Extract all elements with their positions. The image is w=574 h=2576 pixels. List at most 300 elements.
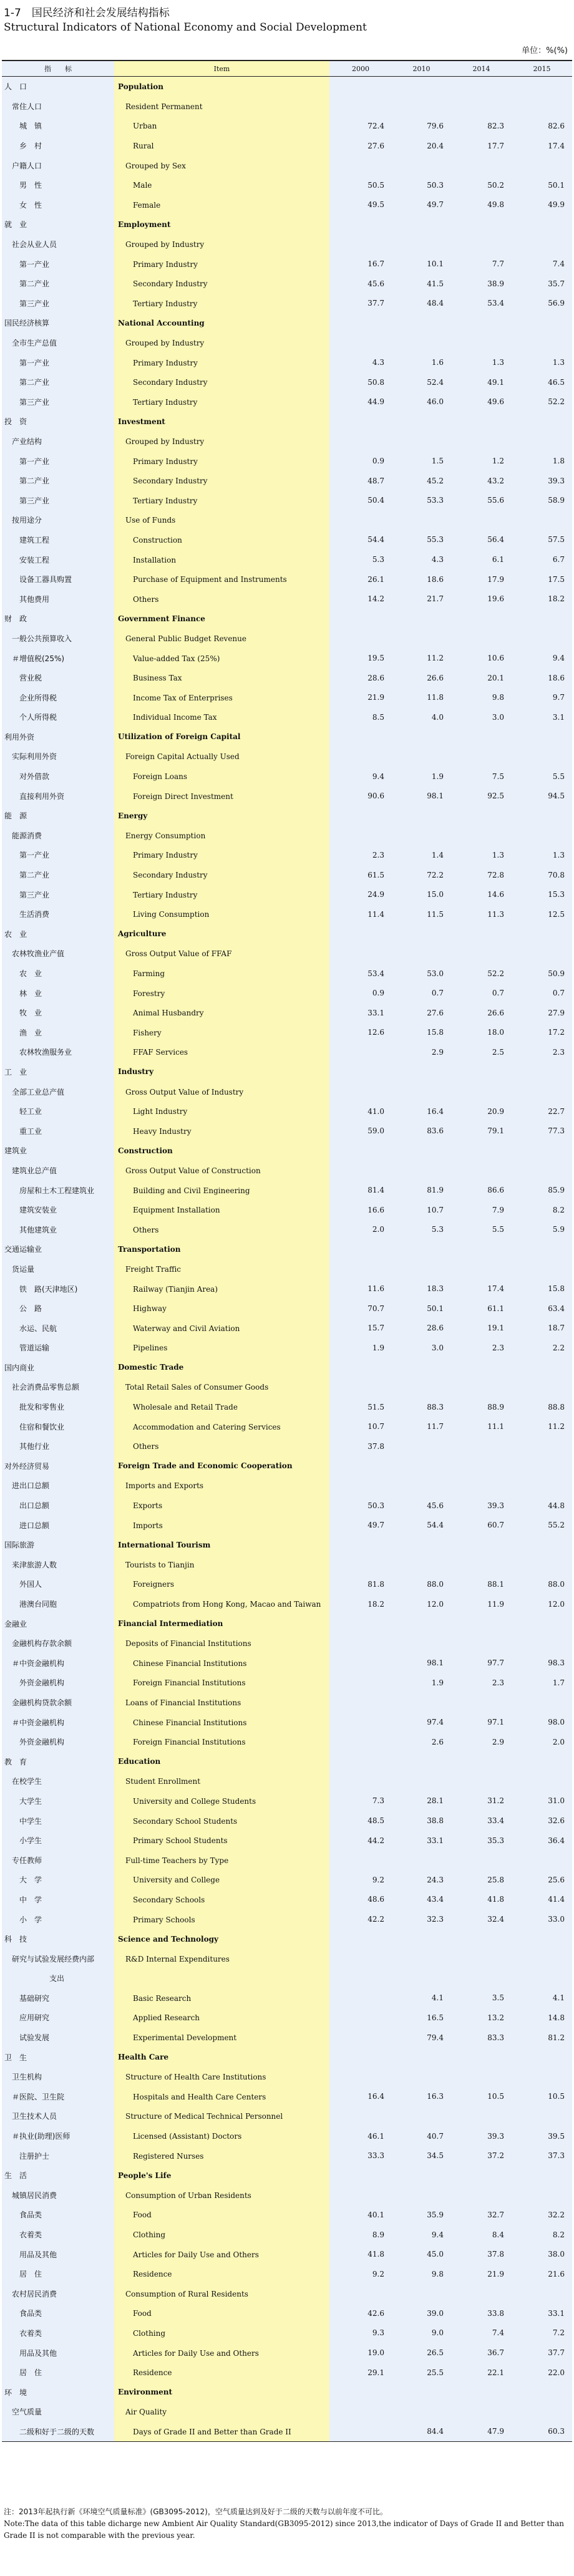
value-2010: 1.9 xyxy=(392,1673,451,1693)
value-2014: 11.3 xyxy=(451,904,512,924)
value-2000: 9.2 xyxy=(329,1870,392,1890)
value-2015: 58.9 xyxy=(512,490,572,510)
value-2010: 45.2 xyxy=(392,471,451,491)
value-2000 xyxy=(329,1042,392,1062)
row-label-zh: 衣着类 xyxy=(2,2225,114,2245)
table-body xyxy=(2,77,572,2442)
value-2000: 2.0 xyxy=(329,1219,392,1239)
row-label-zh: 科 技 xyxy=(2,1929,114,1949)
table-row xyxy=(2,707,572,727)
row-label-zh: 建筑工程 xyxy=(2,530,114,550)
row-label-en: Compatriots from Hong Kong, Macao and Taiwan xyxy=(114,1594,329,1614)
value-2015 xyxy=(512,2047,572,2067)
value-2000: 37.7 xyxy=(329,294,392,314)
value-2014: 82.3 xyxy=(451,116,512,136)
value-2010: 72.2 xyxy=(392,865,451,885)
value-2000 xyxy=(329,1712,392,1732)
table-row xyxy=(2,1890,572,1910)
table-row xyxy=(2,747,572,767)
row-label-zh: 金融机构贷款余额 xyxy=(2,1693,114,1713)
value-2014: 53.4 xyxy=(451,294,512,314)
value-2000 xyxy=(329,629,392,649)
row-label-zh: 户籍人口 xyxy=(2,155,114,175)
value-2014 xyxy=(451,1968,512,1988)
value-2010 xyxy=(392,944,451,964)
row-label-zh: 城 镇 xyxy=(2,116,114,136)
row-label-en: People's Life xyxy=(114,2166,329,2186)
table-row xyxy=(2,1555,572,1575)
value-2010 xyxy=(392,1377,451,1397)
row-label-en: Primary Industry xyxy=(114,254,329,274)
row-label-zh: 中 学 xyxy=(2,1890,114,1910)
table-row xyxy=(2,116,572,136)
value-2000: 18.2 xyxy=(329,1594,392,1614)
value-2014: 2.3 xyxy=(451,1338,512,1358)
value-2015 xyxy=(512,1850,572,1870)
value-2015 xyxy=(512,806,572,826)
row-label-en: Consumption of Urban Residents xyxy=(114,2186,329,2206)
header-year-2000: 2000 xyxy=(329,61,392,77)
row-label-en: Living Consumption xyxy=(114,904,329,924)
table-row xyxy=(2,1929,572,1949)
value-2000: 26.1 xyxy=(329,569,392,589)
value-2015: 31.0 xyxy=(512,1791,572,1811)
value-2000 xyxy=(329,747,392,767)
value-2000: 53.4 xyxy=(329,964,392,984)
row-label-en: Resident Permanent xyxy=(114,97,329,117)
row-label-zh: 铁 路(天津地区) xyxy=(2,1279,114,1299)
value-2014: 0.7 xyxy=(451,983,512,1003)
row-label-en: Registered Nurses xyxy=(114,2146,329,2166)
value-2010 xyxy=(392,1929,451,1949)
table-row xyxy=(2,687,572,707)
value-2000: 46.1 xyxy=(329,2126,392,2146)
value-2014 xyxy=(451,2067,512,2087)
row-label-zh: 公 路 xyxy=(2,1299,114,1319)
table-row xyxy=(2,1673,572,1693)
value-2015 xyxy=(512,235,572,254)
row-label-en: Tertiary Industry xyxy=(114,294,329,314)
value-2010: 12.0 xyxy=(392,1594,451,1614)
value-2000: 0.9 xyxy=(329,983,392,1003)
row-label-en: Income Tax of Enterprises xyxy=(114,687,329,707)
value-2010 xyxy=(392,1968,451,1988)
table-row xyxy=(2,648,572,668)
row-label-zh: 外国人 xyxy=(2,1574,114,1594)
value-2010: 4.1 xyxy=(392,1988,451,2008)
value-2014 xyxy=(451,1693,512,1713)
value-2000 xyxy=(329,1949,392,1968)
row-label-zh: 社会消费品零售总额 xyxy=(2,1377,114,1397)
value-2014: 22.1 xyxy=(451,2363,512,2383)
row-label-en: Population xyxy=(114,77,329,97)
row-label-en: Structure of Health Care Institutions xyxy=(114,2067,329,2087)
row-label-en: Business Tax xyxy=(114,668,329,688)
table-row xyxy=(2,1791,572,1811)
value-2000: 9.4 xyxy=(329,767,392,787)
value-2014: 8.4 xyxy=(451,2225,512,2245)
row-label-en: Tertiary Industry xyxy=(114,884,329,904)
value-2015: 39.5 xyxy=(512,2126,572,2146)
row-label-en: Experimental Development xyxy=(114,2028,329,2048)
value-2014: 55.6 xyxy=(451,490,512,510)
value-2015 xyxy=(512,2166,572,2186)
table-row xyxy=(2,2067,572,2087)
value-2010: 26.5 xyxy=(392,2343,451,2363)
table-row xyxy=(2,1042,572,1062)
row-label-en: Articles for Daily Use and Others xyxy=(114,2244,329,2264)
value-2014 xyxy=(451,826,512,846)
table-row xyxy=(2,1594,572,1614)
row-label-zh: 利用外资 xyxy=(2,727,114,747)
value-2015: 60.3 xyxy=(512,2422,572,2442)
row-label-zh: 试验发展 xyxy=(2,2028,114,2048)
value-2015: 8.2 xyxy=(512,1200,572,1220)
value-2000: 33.1 xyxy=(329,1003,392,1023)
value-2010: 16.5 xyxy=(392,2008,451,2028)
row-label-en: Investment xyxy=(114,412,329,432)
table-row xyxy=(2,2047,572,2067)
row-label-zh: 其他费用 xyxy=(2,589,114,609)
row-label-en: Agriculture xyxy=(114,924,329,944)
value-2014: 6.1 xyxy=(451,550,512,569)
value-2015 xyxy=(512,1259,572,1279)
value-2015 xyxy=(512,77,572,97)
value-2015: 0.7 xyxy=(512,983,572,1003)
row-label-zh: 第一产业 xyxy=(2,451,114,471)
value-2010 xyxy=(392,510,451,530)
value-2014 xyxy=(451,155,512,175)
table-row xyxy=(2,1023,572,1043)
table-row xyxy=(2,1693,572,1713)
value-2014 xyxy=(451,2382,512,2402)
value-2015: 7.4 xyxy=(512,254,572,274)
header-year-2010: 2010 xyxy=(392,61,451,77)
value-2014 xyxy=(451,1771,512,1791)
row-label-zh: 用品及其他 xyxy=(2,2343,114,2363)
table-row xyxy=(2,392,572,412)
row-label-zh: 大 学 xyxy=(2,1870,114,1890)
indicator-table xyxy=(2,60,572,2442)
value-2010: 1.9 xyxy=(392,767,451,787)
value-2000: 11.6 xyxy=(329,1279,392,1299)
value-2010 xyxy=(392,826,451,846)
value-2015 xyxy=(512,1614,572,1634)
value-2014 xyxy=(451,1456,512,1476)
value-2000 xyxy=(329,1751,392,1771)
table-row xyxy=(2,2186,572,2206)
row-label-zh: 安装工程 xyxy=(2,550,114,569)
value-2015: 50.1 xyxy=(512,175,572,195)
row-label-zh: 用品及其他 xyxy=(2,2244,114,2264)
table-row xyxy=(2,254,572,274)
value-2014: 33.8 xyxy=(451,2303,512,2323)
value-2015: 37.7 xyxy=(512,2343,572,2363)
value-2000: 41.8 xyxy=(329,2244,392,2264)
value-2014 xyxy=(451,1161,512,1181)
value-2000: 8.9 xyxy=(329,2225,392,2245)
value-2015: 56.9 xyxy=(512,294,572,314)
value-2010 xyxy=(392,1850,451,1870)
value-2010: 11.2 xyxy=(392,648,451,668)
value-2010 xyxy=(392,2047,451,2067)
value-2014 xyxy=(451,1634,512,1654)
row-label-zh: 生活消费 xyxy=(2,904,114,924)
value-2010: 40.7 xyxy=(392,2126,451,2146)
value-2010 xyxy=(392,412,451,432)
row-label-en: Structure of Medical Technical Personnel xyxy=(114,2106,329,2126)
value-2000: 28.6 xyxy=(329,668,392,688)
value-2015: 39.3 xyxy=(512,471,572,491)
value-2010 xyxy=(392,1082,451,1102)
value-2015 xyxy=(512,2284,572,2304)
value-2015 xyxy=(512,1555,572,1575)
table-row xyxy=(2,1003,572,1023)
value-2015: 46.5 xyxy=(512,372,572,392)
row-label-zh: 小学生 xyxy=(2,1831,114,1851)
value-2014: 32.7 xyxy=(451,2205,512,2225)
header-year-2014: 2014 xyxy=(451,61,512,77)
value-2000: 19.5 xyxy=(329,648,392,668)
value-2014: 49.1 xyxy=(451,372,512,392)
value-2014: 35.3 xyxy=(451,1831,512,1851)
row-label-en: Deposits of Financial Institutions xyxy=(114,1634,329,1654)
value-2014 xyxy=(451,1751,512,1771)
value-2015 xyxy=(512,2402,572,2422)
value-2015 xyxy=(512,432,572,452)
table-row xyxy=(2,1299,572,1319)
table-row xyxy=(2,865,572,885)
value-2010: 35.9 xyxy=(392,2205,451,2225)
value-2014: 10.6 xyxy=(451,648,512,668)
value-2000: 61.5 xyxy=(329,865,392,885)
value-2014 xyxy=(451,1929,512,1949)
value-2000 xyxy=(329,2028,392,2048)
value-2014 xyxy=(451,2047,512,2067)
value-2010 xyxy=(392,1456,451,1476)
value-2014: 97.7 xyxy=(451,1654,512,1673)
value-2015 xyxy=(512,155,572,175)
value-2014 xyxy=(451,1358,512,1378)
table-row xyxy=(2,2225,572,2245)
value-2015 xyxy=(512,412,572,432)
row-label-zh: 个人所得税 xyxy=(2,707,114,727)
value-2015: 11.2 xyxy=(512,1416,572,1436)
value-2010: 4.3 xyxy=(392,550,451,569)
row-label-en: Secondary Industry xyxy=(114,274,329,294)
row-label-zh: 男 性 xyxy=(2,175,114,195)
value-2014 xyxy=(451,432,512,452)
value-2000 xyxy=(329,235,392,254)
value-2000: 49.7 xyxy=(329,1515,392,1535)
value-2000: 19.0 xyxy=(329,2343,392,2363)
value-2015: 50.9 xyxy=(512,964,572,984)
table-row xyxy=(2,1654,572,1673)
row-label-zh: 食品类 xyxy=(2,2303,114,2323)
row-label-en: Female xyxy=(114,195,329,215)
value-2000: 70.7 xyxy=(329,1299,392,1319)
value-2000 xyxy=(329,944,392,964)
row-label-zh: 出口总额 xyxy=(2,1496,114,1516)
table-row xyxy=(2,1456,572,1476)
row-label-en: Primary School Students xyxy=(114,1831,329,1851)
table-row xyxy=(2,333,572,353)
table-row xyxy=(2,2323,572,2343)
value-2010 xyxy=(392,1161,451,1181)
row-label-en: Employment xyxy=(114,215,329,235)
value-2000: 81.4 xyxy=(329,1180,392,1200)
table-row xyxy=(2,1811,572,1831)
value-2015: 5.5 xyxy=(512,767,572,787)
footnote-zh: 注：2013年起执行新《环境空气质量标准》(GB3095-2012)，空气质量达到及好于二级的天数与以前年度不可比。 xyxy=(4,2507,387,2516)
value-2014 xyxy=(451,1476,512,1496)
row-label-en: Applied Research xyxy=(114,2008,329,2028)
row-label-zh: 营业税 xyxy=(2,668,114,688)
table-row xyxy=(2,1614,572,1634)
table-row xyxy=(2,1318,572,1338)
row-label-zh: 产业结构 xyxy=(2,432,114,452)
row-label-zh: 直接利用外资 xyxy=(2,786,114,806)
value-2014: 92.5 xyxy=(451,786,512,806)
table-row xyxy=(2,2106,572,2126)
row-label-zh: 牧 业 xyxy=(2,1003,114,1023)
value-2015: 2.3 xyxy=(512,1042,572,1062)
row-label-zh: 企业所得税 xyxy=(2,687,114,707)
table-row xyxy=(2,155,572,175)
value-2010: 10.1 xyxy=(392,254,451,274)
row-label-en: Construction xyxy=(114,1141,329,1161)
value-2015: 5.9 xyxy=(512,1219,572,1239)
value-2014 xyxy=(451,2186,512,2206)
value-2014: 38.9 xyxy=(451,274,512,294)
row-label-en: Foreign Direct Investment xyxy=(114,786,329,806)
value-2015 xyxy=(512,1377,572,1397)
row-label-zh: 食品类 xyxy=(2,2205,114,2225)
value-2000 xyxy=(329,727,392,747)
row-label-en: International Tourism xyxy=(114,1535,329,1555)
row-label-en: Primary Industry xyxy=(114,352,329,372)
row-label-zh: 第一产业 xyxy=(2,254,114,274)
value-2010: 54.4 xyxy=(392,1515,451,1535)
row-label-zh: 能源消费 xyxy=(2,826,114,846)
value-2010: 97.4 xyxy=(392,1712,451,1732)
value-2014 xyxy=(451,215,512,235)
row-label-en: FFAF Services xyxy=(114,1042,329,1062)
table-row xyxy=(2,1358,572,1378)
value-2014 xyxy=(451,1535,512,1555)
value-2010: 49.7 xyxy=(392,195,451,215)
value-2000: 37.8 xyxy=(329,1436,392,1456)
value-2010: 9.8 xyxy=(392,2264,451,2284)
value-2010 xyxy=(392,1141,451,1161)
value-2014: 39.3 xyxy=(451,2126,512,2146)
row-label-en: Financial Intermediation xyxy=(114,1614,329,1634)
value-2000: 14.2 xyxy=(329,589,392,609)
value-2015: 85.9 xyxy=(512,1180,572,1200)
value-2014: 3.5 xyxy=(451,1988,512,2008)
value-2010: 18.3 xyxy=(392,1279,451,1299)
row-label-en: Clothing xyxy=(114,2225,329,2245)
value-2010: 11.8 xyxy=(392,687,451,707)
value-2010: 4.0 xyxy=(392,707,451,727)
row-label-en: Transportation xyxy=(114,1239,329,1259)
table-row xyxy=(2,727,572,747)
table-row xyxy=(2,451,572,471)
row-label-zh: 建筑安装业 xyxy=(2,1200,114,1220)
table-row xyxy=(2,1634,572,1654)
row-label-en: Gross Output Value of FFAF xyxy=(114,944,329,964)
row-label-en: Construction xyxy=(114,530,329,550)
value-2014: 88.1 xyxy=(451,1574,512,1594)
table-row xyxy=(2,1535,572,1555)
row-label-zh: 第三产业 xyxy=(2,392,114,412)
row-label-en: Residence xyxy=(114,2264,329,2284)
row-label-zh: 国民经济核算 xyxy=(2,313,114,333)
value-2000 xyxy=(329,313,392,333)
value-2014: 41.8 xyxy=(451,1890,512,1910)
row-label-zh: 能 源 xyxy=(2,806,114,826)
value-2010 xyxy=(392,2402,451,2422)
value-2000: 7.3 xyxy=(329,1791,392,1811)
value-2015 xyxy=(512,2186,572,2206)
value-2015: 22.7 xyxy=(512,1102,572,1121)
row-label-en: National Accounting xyxy=(114,313,329,333)
row-label-en: Use of Funds xyxy=(114,510,329,530)
value-2000 xyxy=(329,2284,392,2304)
value-2015: 17.4 xyxy=(512,136,572,156)
value-2015 xyxy=(512,1062,572,1082)
value-2014: 20.1 xyxy=(451,668,512,688)
value-2000: 4.3 xyxy=(329,352,392,372)
value-2014 xyxy=(451,510,512,530)
table-row xyxy=(2,2264,572,2284)
value-2010: 33.1 xyxy=(392,1831,451,1851)
value-2014: 1.3 xyxy=(451,845,512,865)
row-label-zh: 基础研究 xyxy=(2,1988,114,2008)
value-2010: 41.5 xyxy=(392,274,451,294)
value-2010 xyxy=(392,747,451,767)
value-2014: 25.8 xyxy=(451,1870,512,1890)
value-2000 xyxy=(329,1988,392,2008)
value-2014: 88.9 xyxy=(451,1397,512,1417)
value-2014: 21.9 xyxy=(451,2264,512,2284)
value-2014: 33.4 xyxy=(451,1811,512,1831)
row-label-en: Foreign Loans xyxy=(114,767,329,787)
row-label-en: Light Industry xyxy=(114,1102,329,1121)
value-2000 xyxy=(329,1259,392,1279)
value-2010 xyxy=(392,155,451,175)
row-label-en: Loans of Financial Institutions xyxy=(114,1693,329,1713)
value-2000 xyxy=(329,924,392,944)
row-label-en: Exports xyxy=(114,1496,329,1516)
value-2000 xyxy=(329,2166,392,2186)
value-2015: 2.0 xyxy=(512,1732,572,1752)
row-label-en: Heavy Industry xyxy=(114,1121,329,1141)
row-label-en: Grouped by Sex xyxy=(114,155,329,175)
value-2000 xyxy=(329,1850,392,1870)
table-row xyxy=(2,490,572,510)
value-2000: 45.6 xyxy=(329,274,392,294)
table-row xyxy=(2,806,572,826)
row-label-en: Science and Technology xyxy=(114,1929,329,1949)
table-row xyxy=(2,294,572,314)
value-2000: 90.6 xyxy=(329,786,392,806)
row-label-en: Gross Output Value of Construction xyxy=(114,1161,329,1181)
row-label-en: Energy xyxy=(114,806,329,826)
row-label-en: Foreigners xyxy=(114,1574,329,1594)
row-label-en: Student Enrollment xyxy=(114,1771,329,1791)
value-2015 xyxy=(512,1456,572,1476)
